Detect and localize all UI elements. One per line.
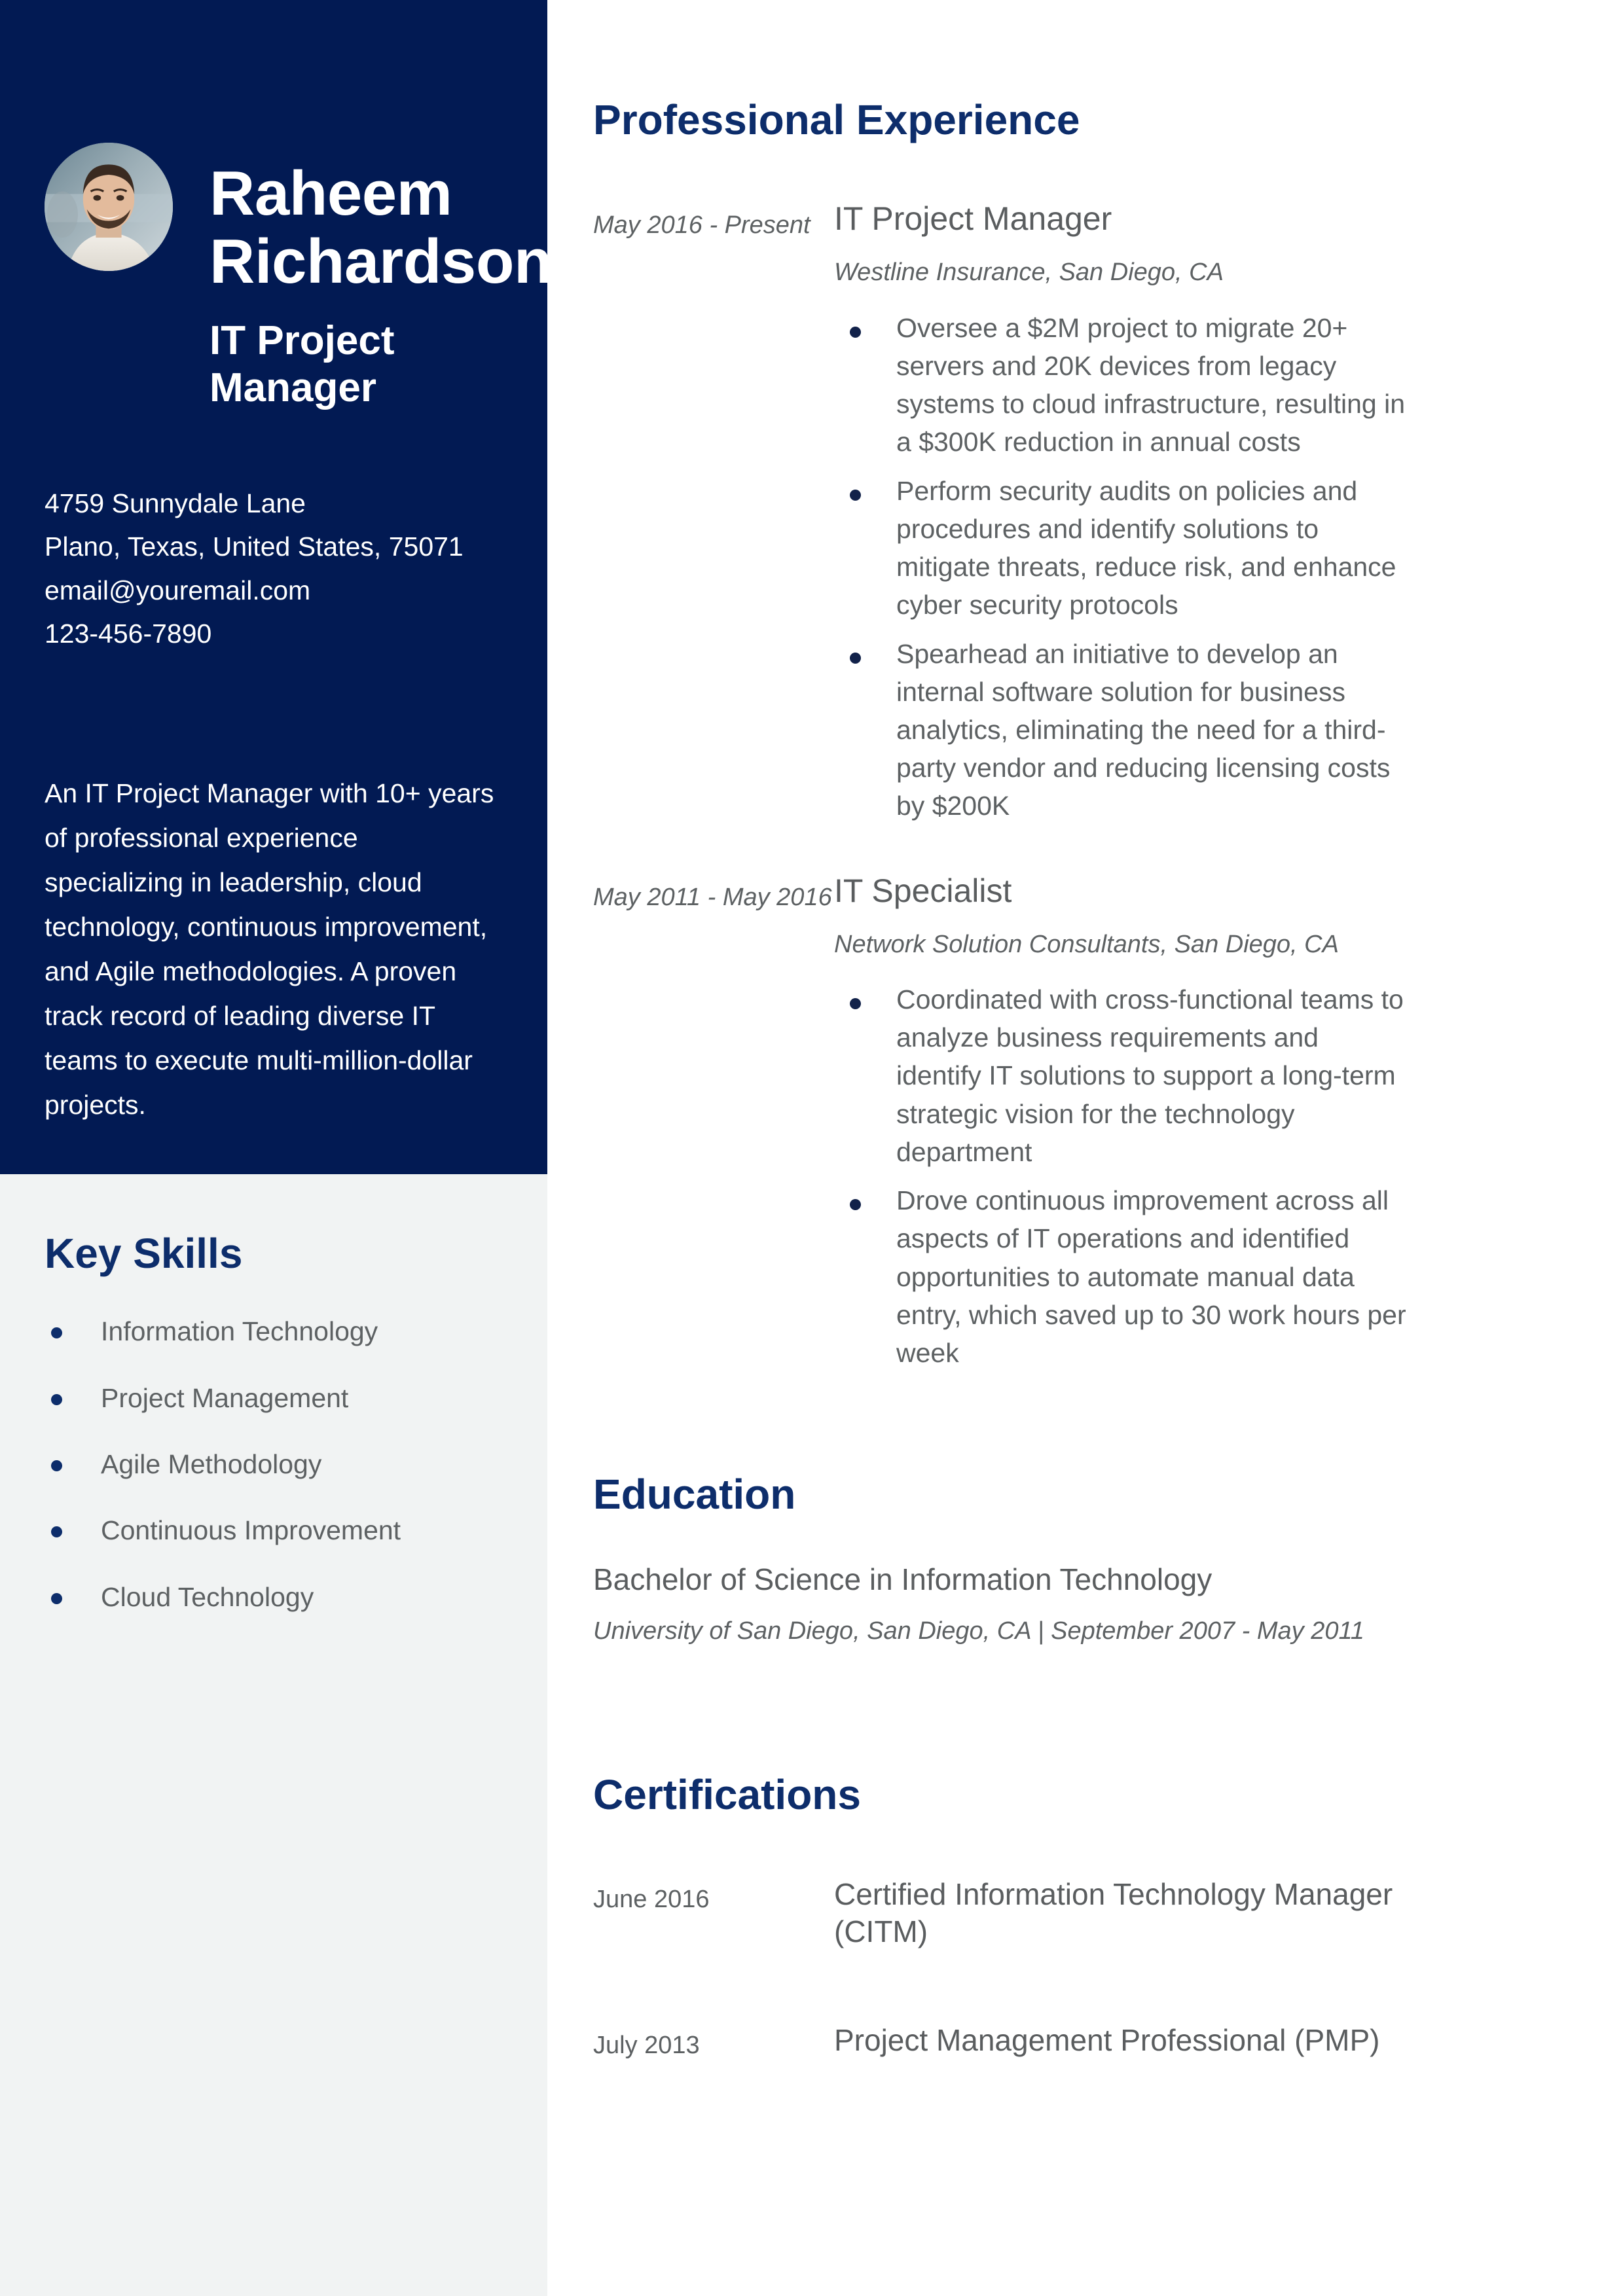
key-skills-list xyxy=(45,1314,503,1614)
bullet-dot-icon xyxy=(850,327,861,338)
list-item xyxy=(45,1381,503,1416)
bullet-dot-icon xyxy=(51,1394,62,1405)
contact-phone[interactable]: 123-456-7890 xyxy=(45,619,212,649)
skill-label: Project Management xyxy=(101,1382,349,1413)
experience-body xyxy=(834,199,1407,835)
experience-job-title: IT Specialist xyxy=(834,872,1012,909)
education-entry xyxy=(593,1561,1407,1648)
sidebar-header-panel xyxy=(0,0,553,1174)
skill-label: Agile Methodology xyxy=(101,1448,322,1479)
headline: IT Project Manager xyxy=(210,318,395,410)
experience-organization: Westline Insurance, San Diego, CA xyxy=(834,259,1224,287)
certifications-list xyxy=(593,1876,1407,2062)
list-item xyxy=(834,1181,1407,1372)
bullet-dot-icon xyxy=(850,490,861,501)
experience-entry xyxy=(593,871,1407,1383)
bullet-dot-icon xyxy=(850,998,861,1009)
bullet-dot-icon xyxy=(850,1199,861,1210)
certification-entry xyxy=(593,1876,1407,1951)
experience-bullets xyxy=(834,309,1407,825)
list-item xyxy=(45,1314,503,1349)
experience-job-title: IT Project Manager xyxy=(834,200,1112,238)
contact-address-line-1: 4759 Sunnydale Lane xyxy=(45,488,306,518)
list-item xyxy=(834,472,1407,624)
certification-entry xyxy=(593,2022,1407,2062)
experience-date: May 2016 - Present xyxy=(593,211,811,240)
list-item xyxy=(45,1447,503,1482)
experience-organization: Network Solution Consultants, San Diego, CA xyxy=(834,930,1339,958)
list-item xyxy=(834,309,1407,461)
experience-list xyxy=(593,199,1407,1382)
bullet-dot-icon xyxy=(850,653,861,664)
certifications-heading: Certifications xyxy=(593,1771,861,1819)
bullet-text: Spearhead an initiative to develop an internal software solution for business analytics, eliminating the need for a third-party vendor and reducing licensing costs by $200K xyxy=(896,638,1391,821)
last-name: Richardson xyxy=(210,226,553,296)
certification-date: June 2016 xyxy=(593,1885,710,1913)
professional-summary: An IT Project Manager with 10+ years of professional experience specializing in leadership, cloud technology, continuous improvement, and Agile methodologies. A proven track record of leading diverse IT teams to execute multi-million-dollar projects. xyxy=(45,778,494,1120)
list-item xyxy=(45,1513,503,1548)
experience-heading: Professional Experience xyxy=(593,96,1080,143)
bullet-dot-icon xyxy=(51,1593,62,1604)
contact-address-line-2: Plano, Texas, United States, 75071 xyxy=(45,531,464,562)
certification-date: July 2013 xyxy=(593,2031,700,2059)
skill-label: Continuous Improvement xyxy=(101,1515,401,1546)
experience-entry xyxy=(593,199,1407,835)
contact-block xyxy=(45,482,503,656)
profile-photo-icon xyxy=(45,143,173,271)
experience-body xyxy=(834,871,1407,1383)
bullet-text: Drove continuous improvement across all aspects of IT operations and identified opportunities to automate manual data entry, which saved up to 30 work hours per week xyxy=(896,1185,1406,1368)
contact-email[interactable]: email@youremail.com xyxy=(45,575,311,605)
education-degree: Bachelor of Science in Information Technology xyxy=(593,1562,1213,1596)
experience-date: May 2011 - May 2016 xyxy=(593,883,832,911)
list-item xyxy=(834,980,1407,1171)
section-certifications xyxy=(593,1772,1407,2062)
bullet-dot-icon xyxy=(51,1526,62,1537)
skill-label: Information Technology xyxy=(101,1316,378,1347)
section-education xyxy=(593,1471,1407,1647)
certification-name: Project Management Professional (PMP) xyxy=(834,2022,1380,2057)
first-name: Raheem xyxy=(210,158,452,228)
key-skills-heading: Key Skills xyxy=(45,1229,243,1277)
bullet-text: Perform security audits on policies and procedures and identify solutions to mitigate threats, reduce risk, and enhance cyber security protocols xyxy=(896,475,1396,620)
avatar xyxy=(45,143,173,271)
list-item xyxy=(834,635,1407,825)
bullet-dot-icon xyxy=(51,1460,62,1471)
bullet-dot-icon xyxy=(51,1327,62,1338)
certification-name: Certified Information Technology Manager (CITM) xyxy=(834,1876,1393,1949)
list-item xyxy=(45,1580,503,1615)
sidebar xyxy=(0,0,553,2296)
bullet-text: Coordinated with cross-functional teams to analyze business requirements and identify IT solutions to support a long-term strategic vision for the technology department xyxy=(896,984,1404,1167)
education-heading: Education xyxy=(593,1471,796,1518)
section-professional-experience xyxy=(593,97,1407,1382)
key-skills-panel xyxy=(0,1174,547,2296)
education-meta: University of San Diego, San Diego, CA | September 2007 - May 2011 xyxy=(593,1617,1364,1645)
experience-bullets xyxy=(834,980,1407,1372)
bullet-text: Oversee a $2M project to migrate 20+ servers and 20K devices from legacy systems to cloud infrastructure, resulting in a $300K reduction in annual costs xyxy=(896,312,1406,457)
main-content xyxy=(547,0,1623,2296)
skill-label: Cloud Technology xyxy=(101,1581,314,1612)
